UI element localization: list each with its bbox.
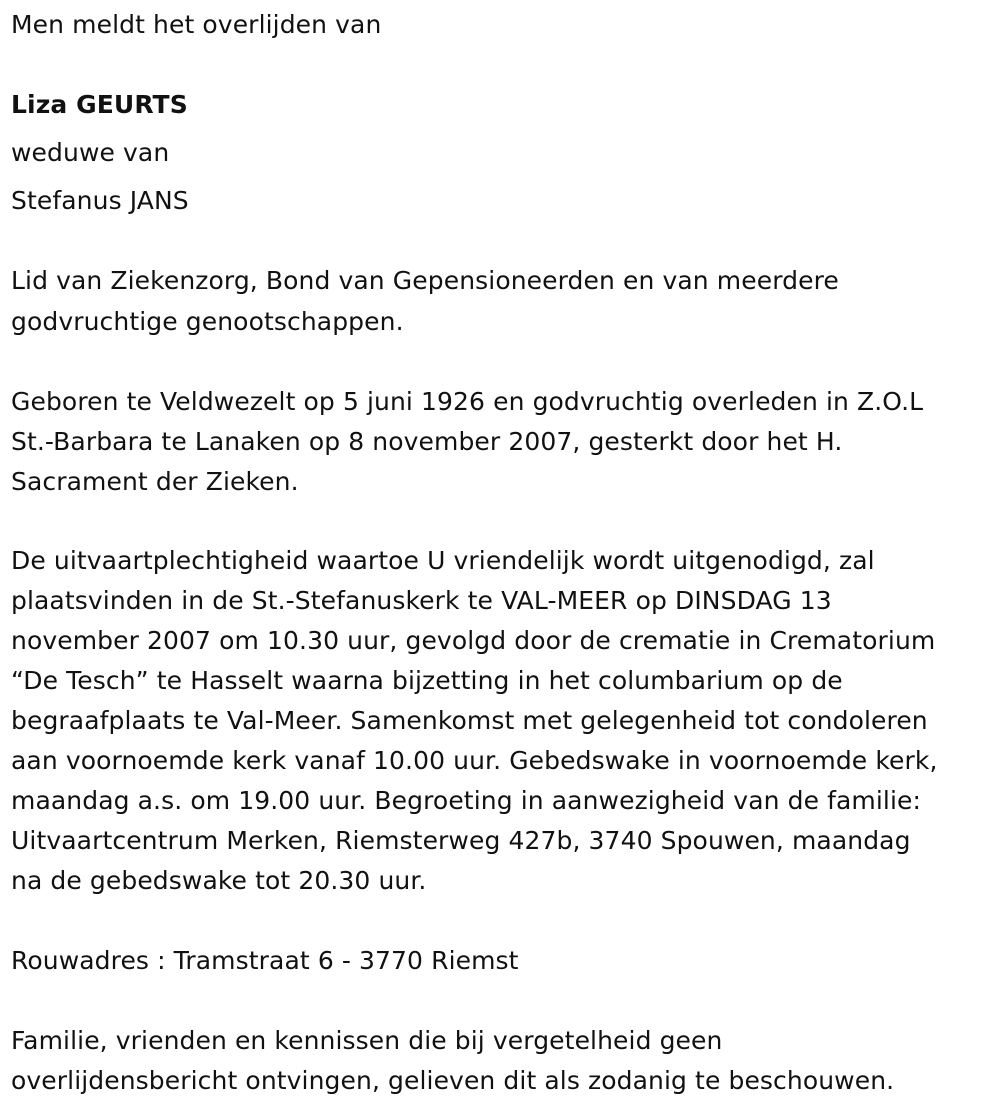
deceased-name: Liza GEURTS [11, 90, 188, 119]
ceremony-line-1: De uitvaartplechtigheid waartoe U vriendelijk wordt uitgenodigd, zal [11, 546, 875, 575]
closing-line-1: Familie, vrienden en kennissen die bij vergetelheid geen [11, 1026, 723, 1055]
ceremony-line-9: na de gebedswake tot 20.30 uur. [11, 866, 427, 895]
spouse-name: Stefanus JANS [11, 186, 189, 215]
birth-death-line-3: Sacrament der Zieken. [11, 467, 299, 496]
intro-text: Men meldt het overlijden van [11, 10, 382, 39]
ceremony-line-4: “De Tesch” te Hasselt waarna bijzetting in het columbarium op de [11, 666, 843, 695]
closing-line-2: overlijdensbericht ontvingen, gelieven dit als zodanig te beschouwen. [11, 1066, 895, 1095]
ceremony-line-3: november 2007 om 10.30 uur, gevolgd door de crematie in Crematorium [11, 626, 936, 655]
birth-death-line-2: St.-Barbara te Lanaken op 8 november 2007, gesterkt door het H. [11, 427, 843, 456]
ceremony-line-8: Uitvaartcentrum Merken, Riemsterweg 427b, 3740 Spouwen, maandag [11, 826, 911, 855]
birth-death-line-1: Geboren te Veldwezelt op 5 juni 1926 en godvruchtig overleden in Z.O.L [11, 387, 924, 416]
ceremony-line-5: begraafplaats te Val-Meer. Samenkomst met gelegenheid tot condoleren [11, 706, 928, 735]
ceremony-line-7: maandag a.s. om 19.00 uur. Begroeting in aanwezigheid van de familie: [11, 786, 922, 815]
ceremony-line-6: aan voornoemde kerk vanaf 10.00 uur. Gebedswake in voornoemde kerk, [11, 746, 938, 775]
mourning-address: Rouwadres : Tramstraat 6 - 3770 Riemst [11, 946, 519, 975]
ceremony-line-2: plaatsvinden in de St.-Stefanuskerk te VAL-MEER op DINSDAG 13 [11, 586, 832, 615]
membership-line-1: Lid van Ziekenzorg, Bond van Gepensioneerden en van meerdere [11, 266, 839, 295]
membership-line-2: godvruchtige genootschappen. [11, 307, 404, 336]
relation-label: weduwe van [11, 138, 170, 167]
